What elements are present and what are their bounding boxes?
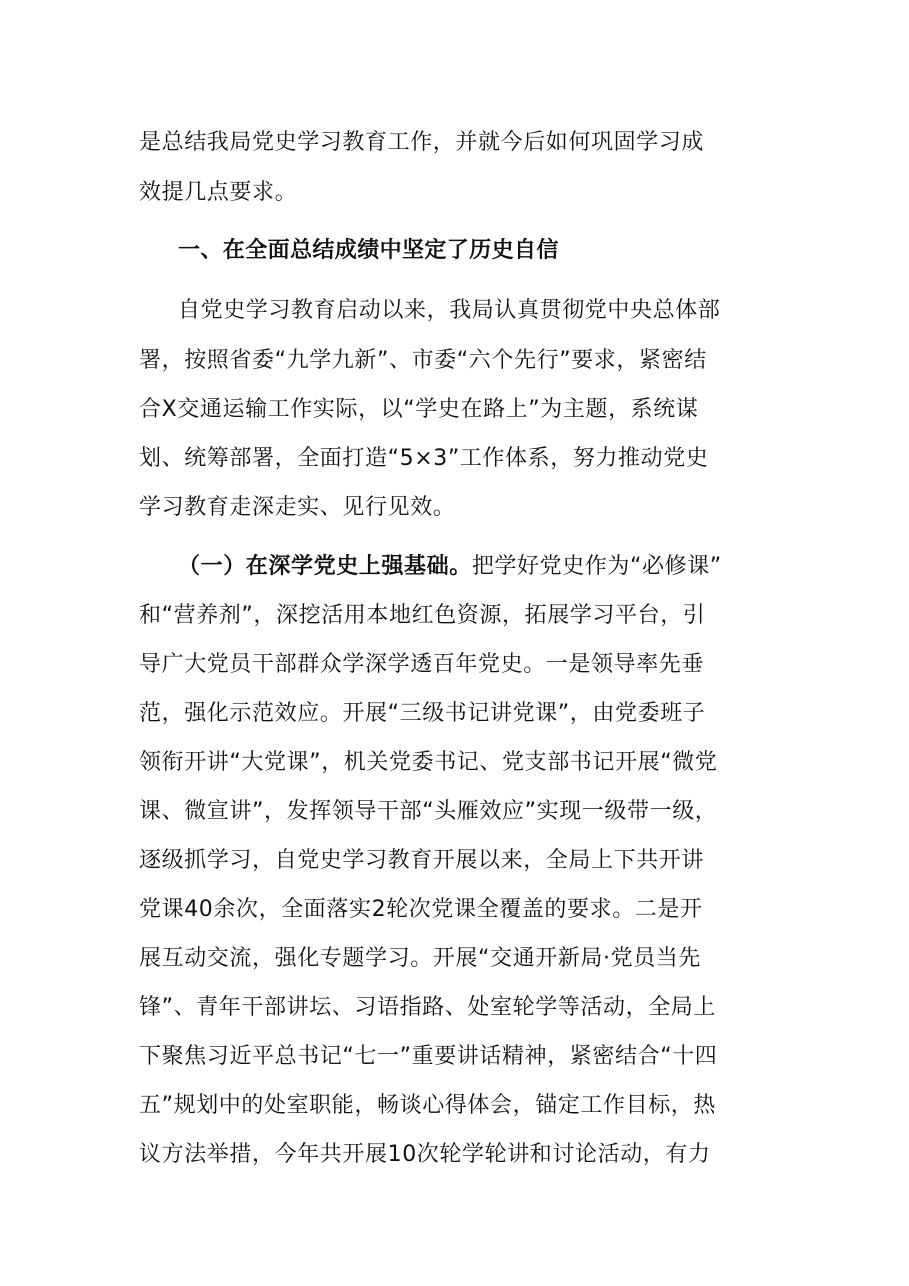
paragraph-line: 是总结我局党史学习教育工作，并就今后如何巩固学习成 (139, 130, 705, 155)
paragraph-line: 学习教育走深走实、见行见效。 (139, 495, 456, 520)
paragraph-line: 锋”、青年干部讲坛、习语指路、处室轮学等活动，全局上 (139, 995, 716, 1020)
paragraph-line: 议方法举措，今年共开展10次轮学轮讲和讨论活动，有力 (139, 1142, 711, 1167)
paragraph-line: 合X交通运输工作实际，以“学史在路上”为主题，系统谋 (139, 397, 699, 422)
paragraph-line: 效提几点要求。 (139, 180, 298, 205)
section-heading: 一、在全面总结成绩中坚定了历史自信 (178, 238, 559, 263)
paragraph-line: 逐级抓学习，自党史学习教育开展以来，全局上下共开讲 (139, 848, 705, 873)
paragraph-line: 五”规划中的处室职能，畅谈心得体会，锚定工作目标，热 (139, 1093, 716, 1118)
paragraph-line: 展互动交流，强化专题学习。开展“交通开新局·党员当先 (139, 946, 701, 971)
paragraph-line: 自党史学习教育启动以来，我局认真贯彻党中央总体部 (178, 298, 721, 323)
paragraph-line: 下聚焦习近平总书记“七一”重要讲话精神，紧密结合“十四 (139, 1044, 718, 1069)
paragraph-line: 导广大党员干部群众学深学透百年党史。一是领导率先垂 (139, 652, 705, 677)
paragraph-line: 领衔开讲“大党课”，机关党委书记、党支部书记开展“微党 (139, 750, 718, 775)
paragraph-line: 署，按照省委“九学九新”、市委“六个先行”要求，紧密结 (139, 348, 707, 373)
paragraph-line: 和“营养剂”，深挖活用本地红色资源，拓展学习平台，引 (139, 603, 706, 628)
subsection-line (178, 552, 818, 582)
paragraph-line: 课、微宣讲”，发挥领导干部“头雁效应”实现一级带一级， (139, 799, 718, 824)
paragraph-line: 范，强化示范效应。开展“三级书记讲党课”，由党委班子 (139, 701, 706, 726)
paragraph-line: 划、统筹部署，全面打造“5×3”工作体系，努力推动党史 (139, 446, 709, 471)
subsection-heading: （一）在深学党史上强基础。 (178, 554, 472, 579)
subsection-text: 把学好党史作为“必修课” (471, 554, 722, 579)
paragraph-line: 党课40余次，全面落实2轮次党课全覆盖的要求。二是开 (139, 897, 703, 922)
